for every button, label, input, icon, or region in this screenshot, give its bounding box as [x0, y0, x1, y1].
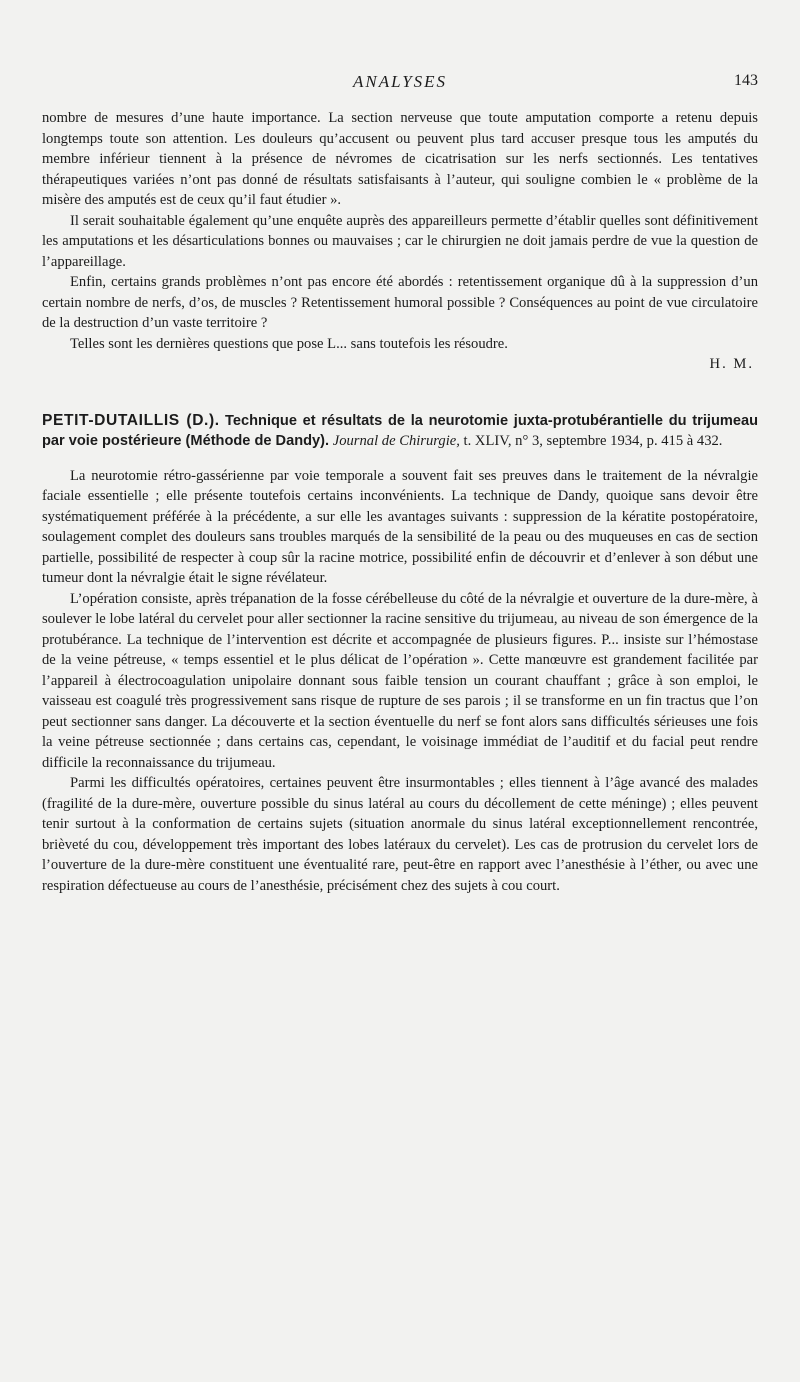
paragraph: Enfin, certains grands problèmes n’ont pas encore été abordés : retentissement organique dû à la suppression d’un certain nombre de nerfs, d’os, de muscles ? Retentissement humoral possible ? Conséquences au point de vue circulatoire de la destruction d’un vaste territoire ?	[42, 274, 758, 331]
page-number: 143	[734, 72, 758, 89]
section-gap	[42, 375, 758, 411]
paragraph: Parmi les difficultés opératoires, certaines peuvent être insurmontables ; elles tiennent à l’âge avancé des malades (fragilité de la dure-mère, ouverture possible du sinus latéral au cours du décollement de cette méninge) ; elles peuvent tenir surtout à la conformation de certains sujets (situation anormale du sinus latéral exceptionnellement rencontrée, brièveté du cou, développement très important des lobes latéraux du cervelet). Les cas de protrusion du cervelet lors de l’ouverture de la dure-mère constituent une éventualité rare, peut-être en rapport avec l’anesthésie à l’éther, ou avec une respiration défectueuse au cours de l’anesthésie, précisément chez des sujets à cou court.	[42, 775, 758, 894]
paragraph: Telles sont les dernières questions que pose L... sans toutefois les résoudre.	[70, 335, 508, 352]
reference-journal: Journal de Chirurgie,	[332, 433, 460, 449]
paragraph: Il serait souhaitable également qu’une enquête auprès des appareilleurs permette d’établir quelles sont définitivement les amputations et les désarticulations bonnes ou mauvaises ; car le chirurgien ne doit jamais perdre de vue la question de l’appareillage.	[42, 212, 758, 270]
reference-title: Technique et résultats de la neurotomie juxta-protubérantielle du trijumeau par voie postérieure (Méthode de Dandy).	[42, 412, 758, 449]
running-title: ANALYSES	[352, 72, 448, 91]
reference-citation: t. XLIV, n° 3, septembre 1934, p. 415 à 432.	[463, 433, 723, 449]
paragraph-continued: nombre de mesures d’une haute importance. La section nerveuse que toute amputation comporte a retenu depuis longtemps toute son attention. Les douleurs qu’accusent ou peuvent plus tard accuser presque tous les amputés du membre inférieur tiennent à la présence de névromes de cicatrisation sur les nerfs sectionnés. Les tentatives thérapeutiques variées n’ont pas donné de résultats satisfaisants à l’auteur, qui souligne combien le « problème de la misère des amputés est de ceux qu’il faut étudier ».	[42, 110, 758, 208]
paragraph: L’opération consiste, après trépanation de la fosse cérébelleuse du côté de la névralgie et ouverture de la dure-mère, à soulever le lobe latéral du cervelet pour aller sectionner la racine sensitive du trijumeau, au niveau de son émergence de la protubérance. La technique de l’intervention est décrite et accompagnée de plusieurs figures. P... insiste sur l’hémostase de la veine pétreuse, « temps essentiel et le plus délicat de l’opération ». Cette manœuvre est grandement facilitée par l’appareil à électrocoagulation unipolaire donnant sous faible tension un courant chauffant ; grâce à son emploi, le vaisseau est coagulé très progressivement sans risque de rupture de ses parois ; il se transforme en un fin tractus que l’on peut sectionner sans danger. La découverte et la section éventuelle du nerf se font alors sans difficultés sérieuses une fois la veine pétreuse sectionnée ; dans certains cas, cependant, le voisinage immédiat de l’auditif et du facial peut rendre difficile la reconnaissance du trijumeau.	[42, 590, 758, 771]
page-body	[42, 108, 758, 896]
bibliographic-reference	[42, 411, 758, 452]
reviewer-signature: H. M.	[709, 356, 754, 372]
reference-gap	[42, 452, 758, 466]
running-head	[42, 72, 758, 94]
paragraph: La neurotomie rétro-gassérienne par voie temporale a souvent fait ses preuves dans le traitement de la névralgie faciale essentielle ; elle présente toutefois certains inconvénients. La technique de Dandy, quoique sans devoir être systématiquement préférée à la précédente, a sur elle les avantages suivants : suppression de la kératite postopératoire, soulagement complet des douleurs sans troubles marqués de la sensibilité de la peau ou des muqueuses en cas de section partielle, possibilité de respecter à coup sûr la racine motrice, possibilité enfin de découvrir et d’enlever à son début une tumeur dont la névralgie était le signe révélateur.	[42, 467, 758, 586]
reference-author: PETIT-DUTAILLIS (D.).	[42, 411, 220, 429]
